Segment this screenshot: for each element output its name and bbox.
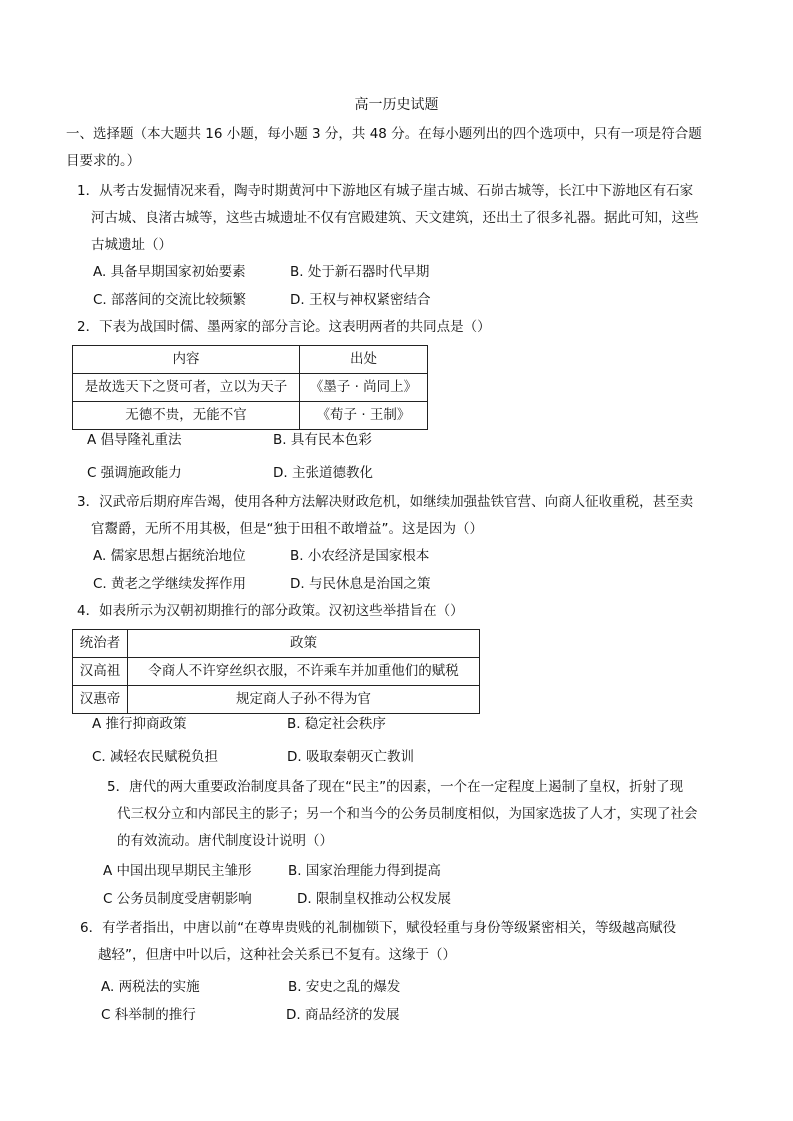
question-2-option-d: D. 主张道德教化 [273,465,373,481]
question-5-line-1: 5．唐代的两大重要政治制度具备了现在“民主”的因素，一个在一定程度上遏制了皇权，折射了现 [107,779,684,795]
table-cell: 是故选天下之贤可者，立以为天子 [73,374,300,402]
question-2-option-c: C 强调施政能力 [87,465,182,481]
question-3-option-c: C. 黄老之学继续发挥作用 [93,576,247,592]
question-4-table [72,629,480,714]
question-4-option-d: D. 吸取秦朝灭亡教训 [287,749,414,765]
table-cell: 无德不贵，无能不官 [73,402,300,430]
section-heading-line-2: 目要求的。） [66,153,141,169]
question-6-option-d: D. 商品经济的发展 [286,1007,400,1023]
question-1-option-a: A. 具备早期国家初始要素 [93,264,246,280]
question-6-option-b: B. 安史之乱的爆发 [288,979,401,995]
question-5-line-3: 的有效流动。唐代制度设计说明（） [117,833,333,849]
question-5-option-b: B. 国家治理能力得到提高 [288,863,441,879]
question-2-stem: 2．下表为战国时儒、墨两家的部分言论。这表明两者的共同点是（） [77,319,491,335]
table-cell: 《荀子 · 王制》 [300,402,428,430]
question-4-option-a: A 推行抑商政策 [92,716,187,732]
table-header-cell: 内容 [73,346,300,374]
page-title: 高一历史试题 [354,97,439,113]
table-row [73,658,480,686]
question-1-option-d: D. 王权与神权紧密结合 [290,292,431,308]
question-5-option-a: A 中国出现早期民主雏形 [103,863,252,879]
question-2-option-b: B. 具有民本色彩 [273,432,372,448]
question-5-option-d: D. 限制皇权推动公权发展 [297,891,451,907]
question-3-option-a: A. 儒家思想占据统治地位 [93,548,246,564]
question-4-stem: 4．如表所示为汉朝初期推行的部分政策。汉初这些举措旨在（） [77,603,464,619]
question-6-line-1: 6．有学者指出，中唐以前“在尊卑贵贱的礼制枷锁下，赋役轻重与身份等级紧密相关，等级越高赋役 [80,920,677,936]
table-row [73,402,428,430]
table-cell: 令商人不许穿丝织衣服，不许乘车并加重他们的赋税 [128,658,480,686]
table-cell: 汉高祖 [73,658,128,686]
table-header-cell: 出处 [300,346,428,374]
question-3-option-d: D. 与民休息是治国之策 [290,576,431,592]
question-2-option-a: A 倡导隆礼重法 [87,432,182,448]
table-cell: 规定商人子孙不得为官 [128,686,480,714]
question-5-option-c: C 公务员制度受唐朝影响 [103,891,252,907]
question-6-option-a: A. 两税法的实施 [101,979,200,995]
question-1-line-2: 河古城、良渚古城等，这些古城遗址不仅有宫殿建筑、天文建筑，还出土了很多礼器。据此可知，这些 [91,210,699,226]
question-3-option-b: B. 小农经济是国家根本 [290,548,430,564]
question-3-line-2: 官鬻爵，无所不用其极，但是“独于田租不敢增益”。这是因为（） [91,521,483,537]
table-header-row [73,346,428,374]
table-header-cell: 统治者 [73,630,128,658]
question-1-line-3: 古城遗址（） [91,237,172,253]
question-2-table [72,345,428,430]
table-header-cell: 政策 [128,630,480,658]
question-4-option-b: B. 稳定社会秩序 [287,716,386,732]
question-5-line-2: 代三权分立和内部民主的影子；另一个和当今的公务员制度相似，为国家选拔了人才，实现了社会 [117,806,698,822]
question-6-option-c: C 科举制的推行 [101,1007,196,1023]
question-1-line-1: 1．从考古发掘情况来看，陶寺时期黄河中下游地区有城子崖古城、石峁古城等，长江中下游地区有石家 [77,183,694,199]
table-cell: 汉惠帝 [73,686,128,714]
table-row [73,686,480,714]
section-heading-line-1: 一、选择题（本大题共 16 小题，每小题 3 分，共 48 分。在每小题列出的四个选项中，只有一项是符合题 [66,126,702,142]
table-cell: 《墨子 · 尚同上》 [300,374,428,402]
question-1-option-b: B. 处于新石器时代早期 [290,264,430,280]
table-header-row [73,630,480,658]
question-3-line-1: 3．汉武帝后期府库告竭，使用各种方法解决财政危机，如继续加强盐铁官营、向商人征收重税，甚至卖 [77,494,694,510]
question-6-line-2: 越轻”，但唐中叶以后，这种社会关系已不复有。这缘于（） [98,947,456,963]
question-4-option-c: C. 减轻农民赋税负担 [92,749,219,765]
table-row [73,374,428,402]
question-1-option-c: C. 部落间的交流比较频繁 [93,292,247,308]
